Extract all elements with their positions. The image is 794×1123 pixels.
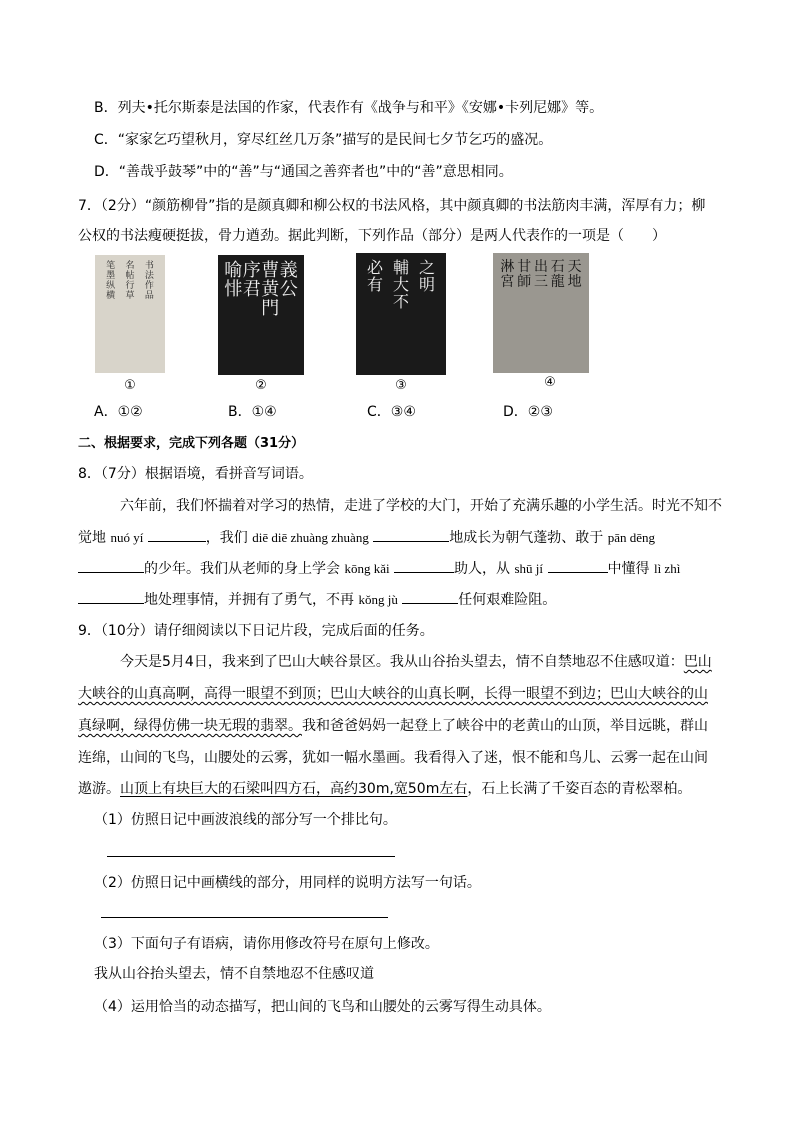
pinyin-kongkai: kōng kǎi — [344, 561, 390, 576]
calligraphy-2-text-d: 喻 悱 — [224, 260, 243, 300]
calligraphy-image-1 — [95, 255, 165, 373]
question-8-para-3 — [78, 558, 680, 579]
option-b: B．列夫•托尔斯泰是法国的作家，代表作有《战争与和平》《安娜•卡列尼娜》等。 — [94, 100, 604, 116]
image-2-label: ② — [255, 378, 267, 393]
diary-line-5 — [78, 779, 691, 799]
q8-text-a: 觉地 — [78, 530, 106, 546]
calligraphy-3-text-b: 輔 大 不 — [392, 258, 409, 311]
calligraphy-image-3 — [356, 253, 446, 375]
q8-text-d: 的少年。我们从老师的身上学会 — [144, 561, 340, 577]
calligraphy-2-text-a: 義 公 — [279, 260, 298, 300]
diary-line-4: 连绵，山间的飞鸟，山腰处的云雾，犹如一幅水墨画。我看得入了迷，恨不能和鸟儿、云雾一起在山间 — [78, 750, 708, 766]
answer-blank-1[interactable] — [148, 527, 206, 542]
diary-text-5b: ，石上长满了千姿百态的青松翠柏。 — [467, 781, 692, 797]
q8-text-c: 地成长为朝气蓬勃、敢于 — [449, 530, 604, 546]
image-4-label: ④ — [544, 375, 556, 390]
question-7-line1: 7．（2分）“颜筋柳骨”指的是颜真卿和柳公权的书法风格，其中颜真卿的书法筋肉丰满，浑厚有力；柳 — [78, 198, 706, 214]
choice-c[interactable]: C．③④ — [367, 404, 416, 420]
calligraphy-4-text-c: 出 三 — [533, 259, 548, 290]
diary-text-5a: 遨游。 — [78, 781, 120, 797]
calligraphy-3-text-a: 之 明 — [418, 258, 435, 294]
calligraphy-2-text-b: 曹 黄 門 — [261, 260, 280, 319]
answer-blank-4[interactable] — [394, 558, 454, 573]
choice-b[interactable]: B．①④ — [228, 404, 277, 420]
choice-a[interactable]: A．①② — [94, 404, 143, 420]
diary-underlined-sentence: 山顶上有块巨大的石梁叫四方石，高约30m,宽50m左右 — [120, 781, 468, 797]
diary-line-1 — [120, 652, 712, 672]
q8-text-g: 地处理事情，并拥有了勇气，不再 — [144, 592, 354, 608]
image-3-label: ③ — [395, 378, 407, 393]
answer-blank-6[interactable] — [78, 589, 144, 604]
task-3: （3）下面句子有语病，请你用修改符号在原句上修改。 — [94, 936, 439, 952]
task-1-answer-line[interactable] — [107, 856, 395, 857]
pinyin-nuoyi: nuó yí — [110, 530, 144, 545]
answer-blank-3[interactable] — [78, 558, 144, 573]
pinyin-diediezhuangzhuang: diē diē zhuàng zhuàng — [252, 530, 369, 545]
calligraphy-1-text-c: 笔 墨 纵 横 — [106, 261, 116, 301]
pinyin-shuji: shū jí — [514, 561, 544, 576]
image-1-label: ① — [124, 378, 136, 393]
calligraphy-1-text-a: 书 法 作 品 — [144, 261, 154, 301]
section-2-title: 二、根据要求，完成下列各题（31分） — [78, 436, 305, 451]
pinyin-kongju: kǒng jù — [358, 592, 398, 607]
task-2-answer-line[interactable] — [101, 917, 388, 918]
answer-blank-2[interactable] — [373, 527, 449, 542]
diary-line-3 — [78, 716, 708, 736]
choice-d[interactable]: D．②③ — [503, 404, 553, 420]
calligraphy-3-text-c: 必 有 — [366, 258, 383, 294]
task-4: （4）运用恰当的动态描写，把山间的飞鸟和山腰处的云雾写得生动具体。 — [94, 999, 551, 1015]
answer-blank-7[interactable] — [402, 589, 458, 604]
diary-line-2 — [78, 684, 708, 704]
calligraphy-4-text-a: 天 地 — [567, 259, 582, 290]
calligraphy-2-text-c: 序 君 — [242, 260, 261, 300]
question-8-para-4 — [78, 589, 556, 610]
question-8-head: 8．（7分）根据语境，看拼音写词语。 — [78, 466, 313, 482]
diary-wavy-2: 大峡谷的山真高啊，高得一眼望不到顶；巴山大峡谷的山真长啊，长得一眼望不到边；巴山大峡谷的山 — [78, 686, 708, 702]
q8-text-b: ，我们 — [205, 530, 248, 546]
question-7-line2: 公权的书法瘦硬挺拔，骨力遒劲。据此判断，下列作品（部分）是两人代表作的一项是（ ） — [78, 228, 666, 244]
question-8-para-1: 六年前，我们怀揣着对学习的热情，走进了学校的大门，开始了充满乐趣的小学生活。时光不知不 — [120, 498, 722, 514]
calligraphy-4-text-d: 甘 師 — [517, 259, 532, 290]
answer-blank-5[interactable] — [548, 558, 608, 573]
q8-text-e: 助人，从 — [454, 561, 511, 577]
task-3-sentence: 我从山谷抬头望去，情不自禁地忍不住感叹道 — [94, 966, 374, 982]
calligraphy-image-2 — [218, 255, 304, 375]
pinyin-pandeng: pān dēng — [607, 530, 656, 545]
calligraphy-1-text-b: 名 帖 行 草 — [125, 261, 135, 301]
option-d: D．“善哉乎鼓琴”中的“善”与“通国之善弈者也”中的“善”意思相同。 — [94, 164, 513, 180]
pinyin-lizhi: lì zhì — [653, 561, 681, 576]
diary-wavy-3: 真绿啊，绿得仿佛一块无瑕的翡翠。 — [78, 718, 302, 734]
diary-text-3: 我和爸爸妈妈一起登上了峡谷中的老黄山的山顶，举目远眺，群山 — [302, 718, 708, 734]
calligraphy-4-text-b: 石 龍 — [550, 259, 565, 290]
task-1: （1）仿照日记中画波浪线的部分写一个排比句。 — [94, 812, 397, 828]
diary-text-1: 今天是5月4日，我来到了巴山大峡谷景区。我从山谷抬头望去，情不自禁地忍不住感叹道： — [120, 654, 684, 670]
question-8-para-2 — [78, 527, 655, 548]
calligraphy-image-4 — [493, 253, 589, 373]
question-9-head: 9．（10分）请仔细阅读以下日记片段，完成后面的任务。 — [78, 623, 434, 639]
q8-text-f: 中懂得 — [607, 561, 650, 577]
option-c: C．“家家乞巧望秋月，穿尽红丝几万条”描写的是民间七夕节乞巧的盛况。 — [94, 132, 553, 148]
q8-text-h: 任何艰难险阻。 — [458, 592, 557, 608]
task-2: （2）仿照日记中画横线的部分，用同样的说明方法写一句话。 — [94, 875, 481, 891]
diary-wavy-1: 巴山 — [683, 654, 712, 670]
calligraphy-4-text-e: 淋 宮 — [500, 259, 515, 290]
